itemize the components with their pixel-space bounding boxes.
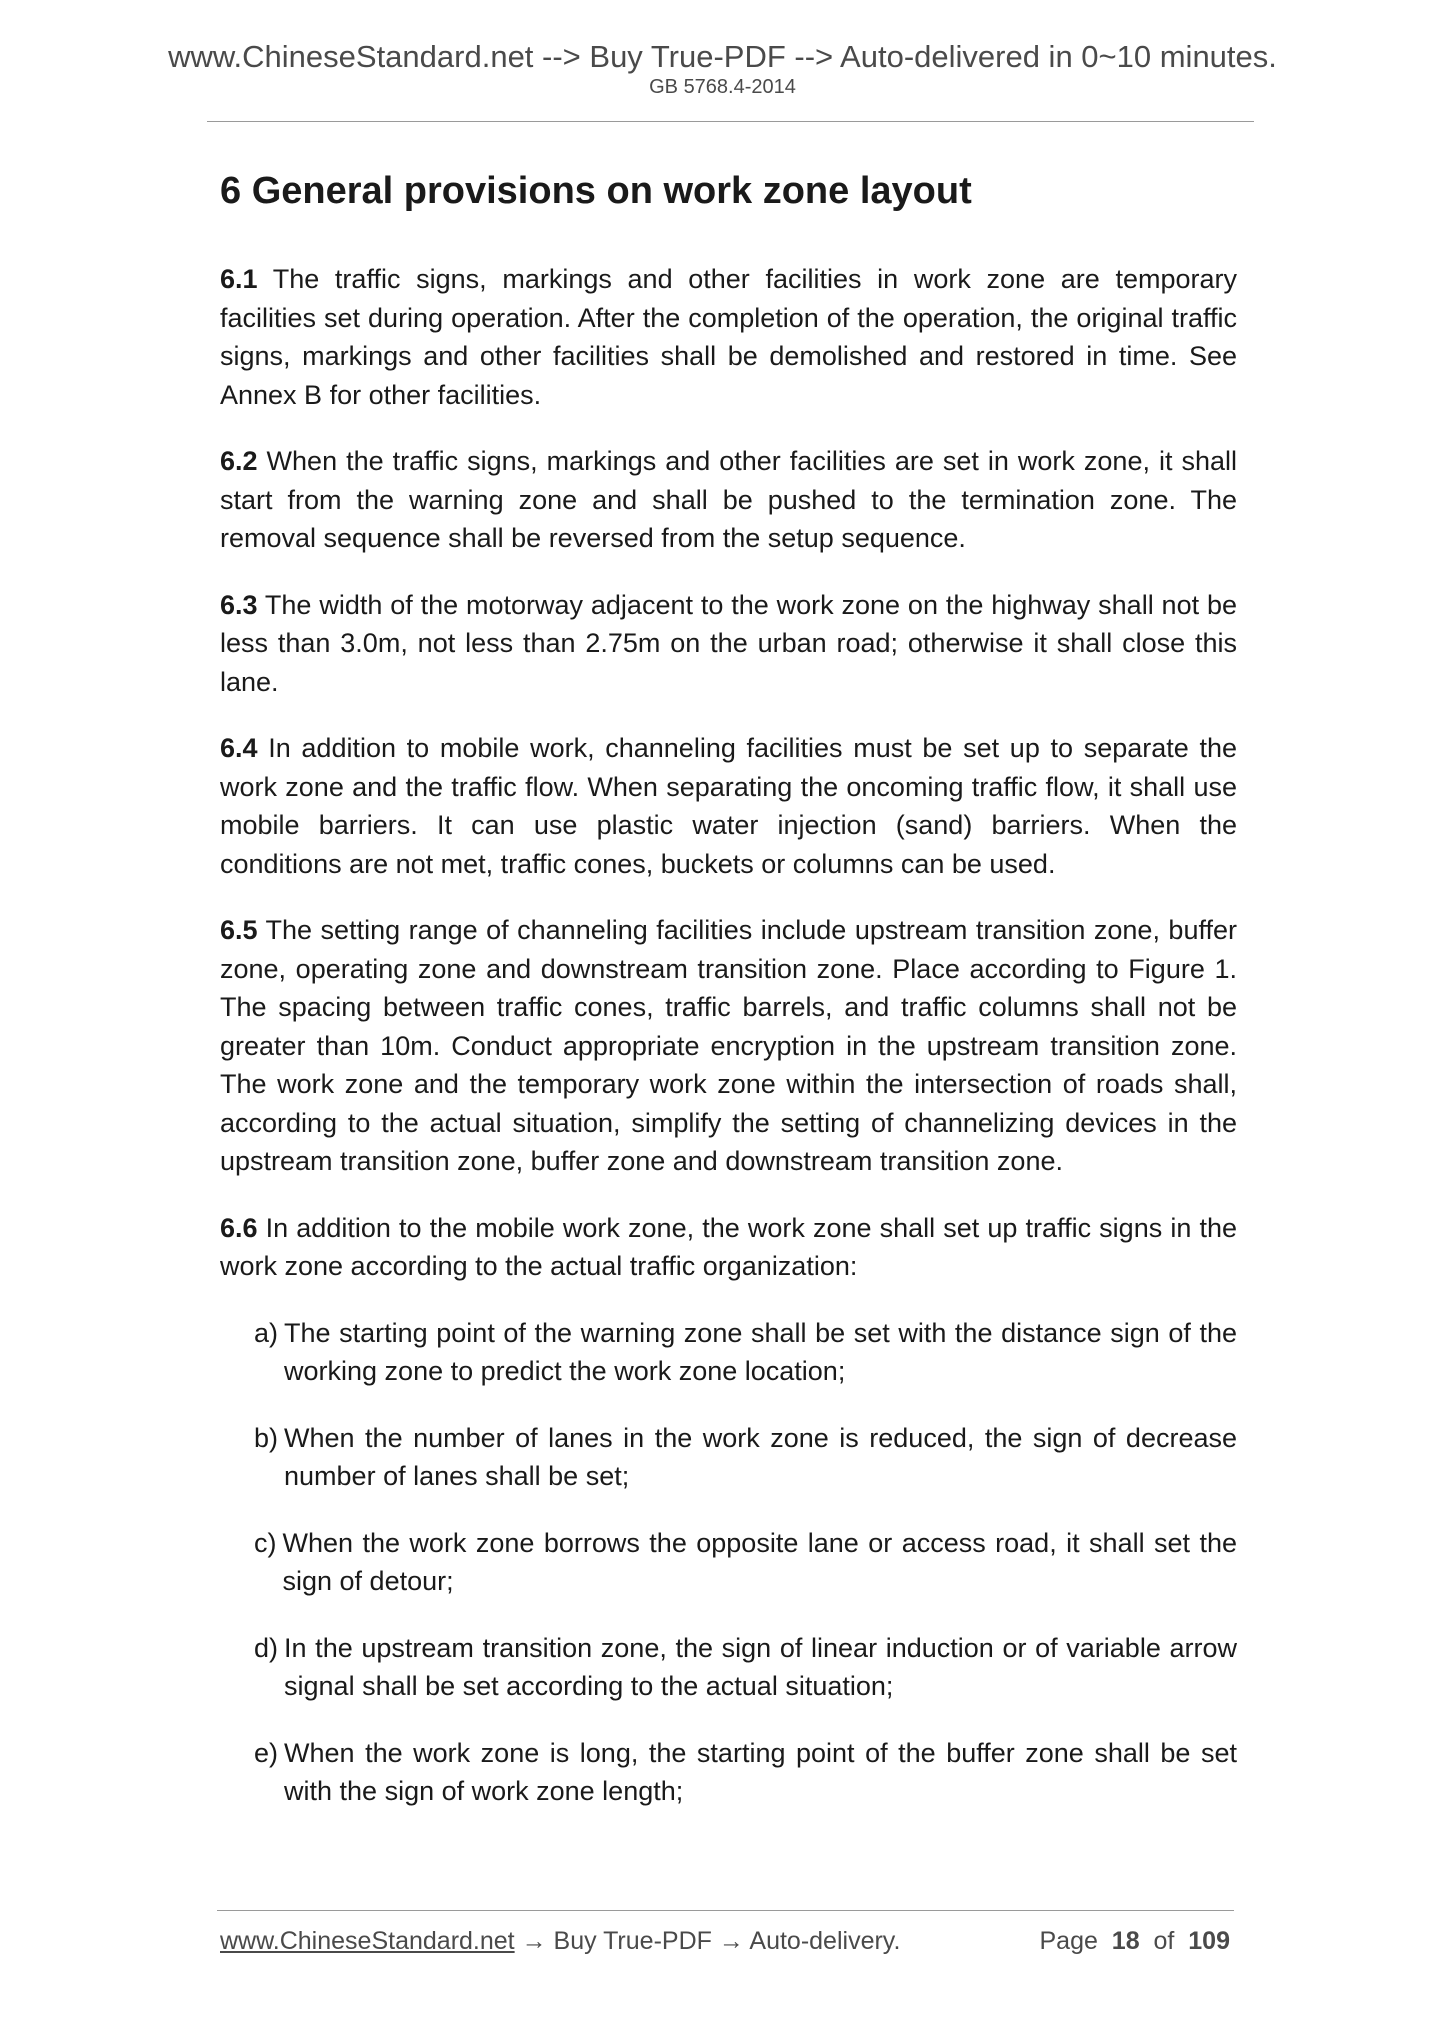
clause-text: When the traffic signs, markings and other facilities are set in work zone, it shall start from the warning zone and shall be pushed to the termination zone. The removal sequence shall be reversed from the setup sequence. (220, 446, 1237, 553)
clause-6-3 (220, 586, 1237, 702)
list-marker: c) (254, 1527, 277, 1558)
footer-site-link[interactable]: www.ChineseStandard.net (220, 1927, 515, 1955)
list-item-d (254, 1629, 1237, 1706)
document-number: GB 5768.4-2014 (649, 76, 796, 98)
clause-text: The setting range of channeling facilities include upstream transition zone, buffer zone, operating zone and downstream transition zone. Place according to Figure 1. The spacing between traffic cones, traffic barrels, and traffic columns shall not be greater than 10m. Conduct appropriate encryption in the upstream transition zone. The work zone and the temporary work zone within the intersection of roads shall, according to the actual situation, simplify the setting of channelizing devices in the upstream transition zone, buffer zone and downstream transition zone. (220, 915, 1237, 1176)
list-marker: d) (254, 1632, 279, 1663)
list-marker: b) (254, 1422, 279, 1453)
clause-text: The traffic signs, markings and other facilities in work zone are temporary facilities set during operation. After the completion of the operation, the original traffic signs, markings and other facilities shall be demolished and restored in time. See Annex B for other facilities. (220, 264, 1237, 410)
list-item-text: When the work zone borrows the opposite lane or access road, it shall set the sign of detour; (282, 1527, 1237, 1596)
list-marker: a) (254, 1317, 279, 1348)
clause-number: 6.5 (220, 915, 258, 945)
list-item-e (254, 1734, 1237, 1811)
list-item-text: In the upstream transition zone, the sign of linear induction or of variable arrow signal shall be set according to the actual situation; (284, 1632, 1237, 1701)
list-item-text: When the number of lanes in the work zone is reduced, the sign of decrease number of lanes shall be set; (284, 1422, 1237, 1491)
page-number: 18 (1111, 1927, 1140, 1955)
footer-tagline: → Buy True-PDF → Auto-delivery. (514, 1927, 901, 1955)
top-banner: www.ChineseStandard.net --> Buy True-PDF --> Auto-delivered in 0~10 minutes. (168, 39, 1277, 74)
list-item-b (254, 1419, 1237, 1496)
clause-text: The width of the motorway adjacent to the work zone on the highway shall not be less than 3.0m, not less than 2.75m on the urban road; otherwise it shall close this lane. (220, 589, 1237, 697)
clause-6-4 (220, 729, 1237, 883)
header-divider (207, 121, 1254, 122)
section-title: 6 General provisions on work zone layout (220, 170, 972, 212)
page-indicator (1040, 1924, 1231, 1958)
clause-text: In addition to the mobile work zone, the work zone shall set up traffic signs in the work zone according to the actual traffic organization: (220, 1212, 1237, 1281)
clause-number: 6.2 (220, 446, 258, 476)
of-label: of (1153, 1927, 1175, 1955)
clause-number: 6.6 (220, 1212, 258, 1243)
clause-6-5 (220, 911, 1237, 1181)
list-item-c (254, 1524, 1237, 1601)
page-content (220, 168, 1237, 1839)
footer-divider (217, 1910, 1234, 1911)
clause-text: In addition to mobile work, channeling facilities must be set up to separate the work zone and the traffic flow. When separating the oncoming traffic flow, it shall use mobile barriers. It can use plastic water injection (sand) barriers. When the conditions are not met, traffic cones, buckets or columns can be used. (220, 733, 1237, 879)
clause-number: 6.4 (220, 733, 258, 763)
total-pages: 109 (1188, 1927, 1230, 1955)
list-marker: e) (254, 1737, 279, 1768)
clause-6-2 (220, 442, 1237, 558)
list-item-a (254, 1314, 1237, 1391)
list-item-text: When the work zone is long, the starting point of the buffer zone shall be set with the sign of work zone length; (284, 1737, 1237, 1806)
page-footer (220, 1924, 1230, 1958)
page-label: Page (1039, 1927, 1098, 1955)
clause-number: 6.1 (220, 264, 258, 294)
clause-6-6 (220, 1209, 1237, 1286)
clause-6-1 (220, 260, 1237, 414)
list-item-text: The starting point of the warning zone shall be set with the distance sign of the working zone to predict the work zone location; (284, 1317, 1237, 1386)
clause-number: 6.3 (220, 589, 258, 620)
